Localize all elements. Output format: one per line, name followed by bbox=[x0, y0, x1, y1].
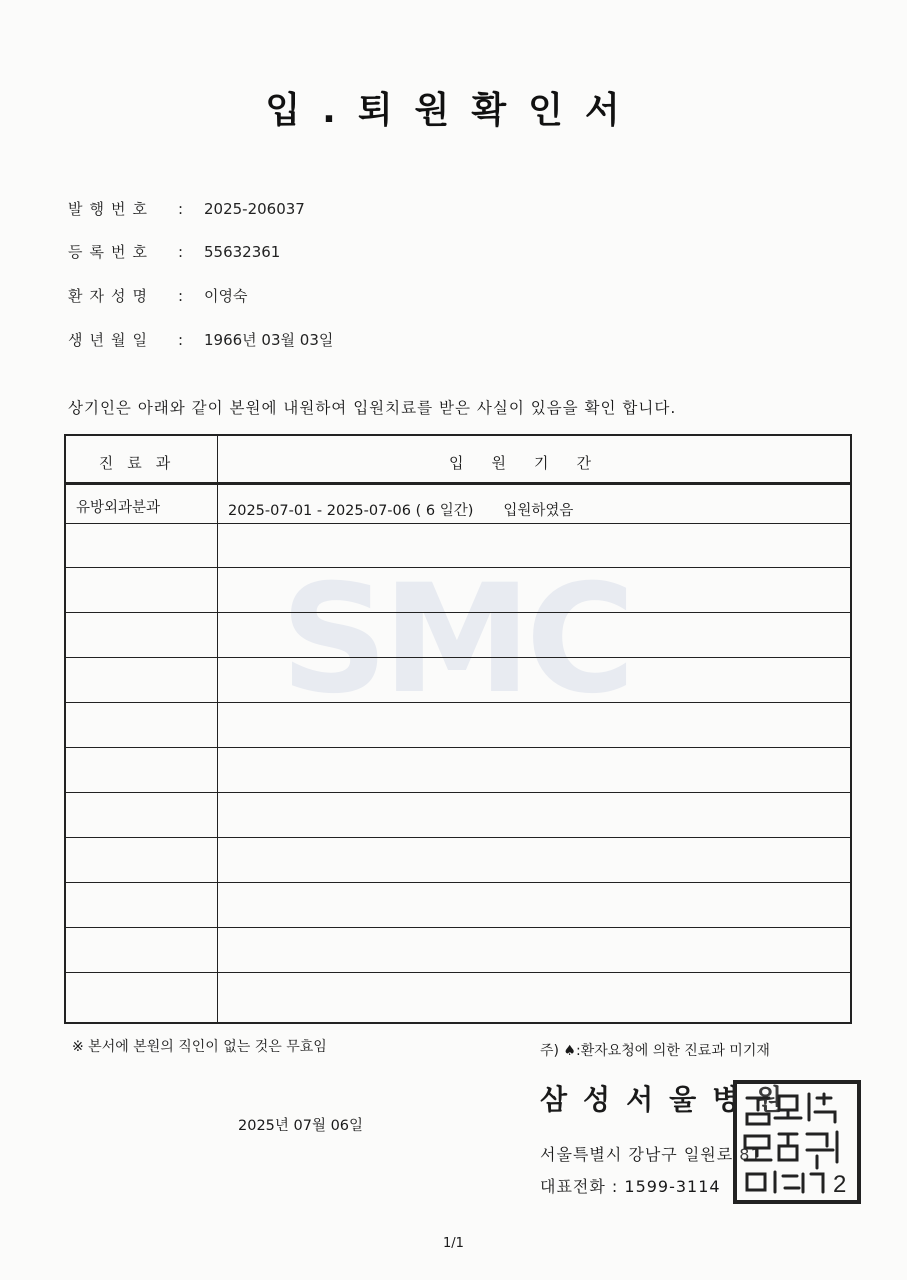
admission-table bbox=[64, 434, 852, 1024]
field-label: 생년월일 bbox=[68, 331, 154, 349]
hospital-name: 삼성서울병원 bbox=[540, 1083, 799, 1116]
table-cell-period bbox=[228, 499, 573, 520]
validity-notice: ※ 본서에 본원의 직인이 없는 것은 무효임 bbox=[72, 1039, 327, 1055]
row-divider bbox=[66, 523, 850, 524]
registration-number-value: 55632361 bbox=[204, 243, 281, 261]
watermark-logo: SMC bbox=[280, 553, 630, 727]
table-cell-department: 유방외과분과 bbox=[76, 500, 161, 516]
svg-text:2: 2 bbox=[833, 1171, 847, 1198]
row-divider bbox=[66, 792, 850, 793]
issue-number-row: 발행번호 : 2025-206037 bbox=[68, 200, 305, 218]
header-department: 진료과 bbox=[98, 454, 185, 472]
hospital-address: 서울특별시 강남구 일원로 81 bbox=[540, 1145, 762, 1164]
birth-date-row: 생년월일 : 1966년 03월 03일 bbox=[68, 331, 334, 349]
patient-name-row: 환자성명 : 이영숙 bbox=[68, 287, 248, 305]
row-divider bbox=[66, 747, 850, 748]
hospital-phone: 대표전화 : 1599-3114 bbox=[540, 1177, 721, 1196]
field-label: 등록번호 bbox=[68, 243, 154, 261]
field-label: 발행번호 bbox=[68, 200, 154, 218]
row-divider bbox=[66, 702, 850, 703]
header-divider bbox=[66, 482, 850, 485]
patient-name-value: 이영숙 bbox=[204, 287, 248, 305]
page-number: 1/1 bbox=[443, 1236, 464, 1251]
header-admission-period: 입원기간 bbox=[449, 454, 619, 472]
document-title: 입.퇴원확인서 bbox=[265, 90, 642, 131]
row-divider bbox=[66, 657, 850, 658]
registration-number-row: 등록번호 : 55632361 bbox=[68, 243, 281, 261]
confirmation-statement: 상기인은 아래와 같이 본원에 내원하여 입원치료를 받은 사실이 있음을 확인 합니다. bbox=[68, 399, 677, 417]
admission-period-value: 2025-07-01 - 2025-07-06 ( 6 일간) bbox=[228, 503, 474, 519]
admission-result: 입원하였음 bbox=[503, 503, 574, 519]
row-divider bbox=[66, 927, 850, 928]
footnote: 주) ♠:환자요청에 의한 진료과 미기재 bbox=[540, 1043, 770, 1059]
row-divider bbox=[66, 882, 850, 883]
official-seal-stamp bbox=[733, 1080, 861, 1204]
birth-date-value: 1966년 03월 03일 bbox=[204, 331, 334, 349]
row-divider bbox=[66, 837, 850, 838]
row-divider bbox=[66, 567, 850, 568]
field-label: 환자성명 bbox=[68, 287, 154, 305]
seal-icon bbox=[737, 1084, 857, 1200]
row-divider bbox=[66, 612, 850, 613]
row-divider bbox=[66, 972, 850, 973]
issue-date: 2025년 07월 06일 bbox=[238, 1118, 364, 1134]
issue-number-value: 2025-206037 bbox=[204, 200, 305, 218]
